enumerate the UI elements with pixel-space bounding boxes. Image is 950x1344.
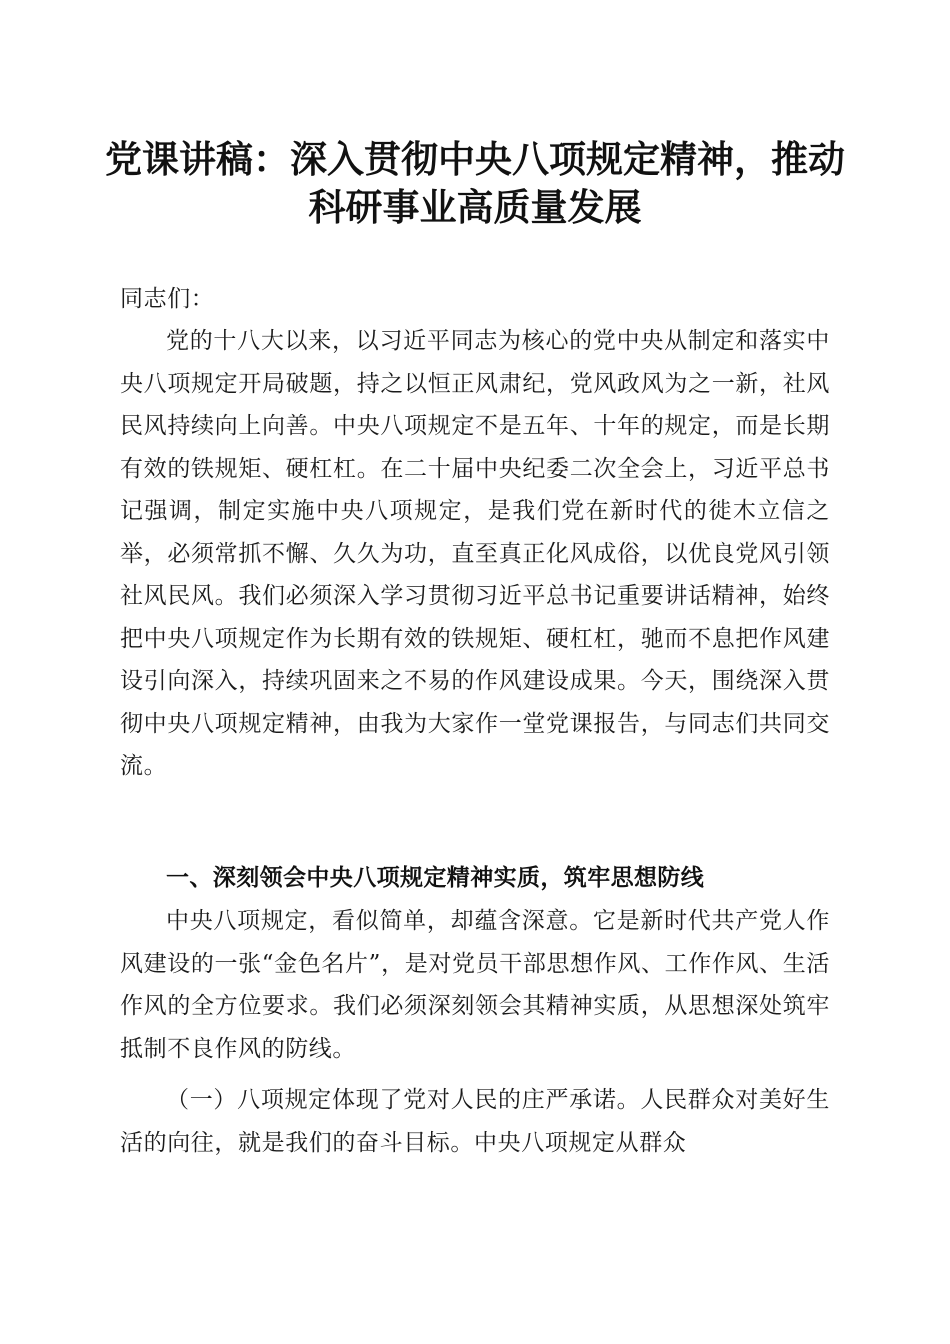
document-title-line-2: 科研事业高质量发展 bbox=[308, 185, 642, 229]
subsection-1-text: 人民群众对美好生活的向往，就是我们的奋斗目标。中央八项规定从群众 bbox=[120, 1087, 831, 1156]
salutation: 同志们： bbox=[120, 286, 215, 312]
section-1-paragraph: 中央八项规定，看似简单，却蕴含深意。它是新时代共产党人作风建设的一张“金色名片”，是对党员干部思想作风、工作作风、生活作风的全方位要求。我们必须深刻领会其精神实质，从思想深处筑牢抵制不良作风的防线。 bbox=[120, 908, 830, 1062]
subsection-1-paragraph bbox=[120, 1079, 830, 1164]
section-1-heading: 一、深刻领会中央八项规定精神实质，筑牢思想防线 bbox=[166, 865, 705, 891]
subsection-1-heading: （一）八项规定体现了党对人民的庄严承诺。 bbox=[166, 1087, 641, 1113]
document-title-line-1: 党课讲稿：深入贯彻中央八项规定精神，推动 bbox=[105, 137, 845, 181]
intro-paragraph: 党的十八大以来，以习近平同志为核心的党中央从制定和落实中央八项规定开局破题，持之以恒正风肃纪，党风政风为之一新，社风民风持续向上向善。中央八项规定不是五年、十年的规定，而是长期有效的铁规矩、硬杠杠。在二十届中央纪委二次全会上，习近平总书记强调，制定实施中央八项规定，是我们党在新时代的徙木立信之举，必须常抓不懈、久久为功，直至真正化风成俗，以优良党风引领社风民风。我们必须深入学习贯彻习近平总书记重要讲话精神，始终把中央八项规定作为长期有效的铁规矩、硬杠杠，驰而不息把作风建设引向深入，持续巩固来之不易的作风建设成果。今天，围绕深入贯彻中央八项规定精神，由我为大家作一堂党课报告，与同志们共同交流。 bbox=[120, 328, 830, 779]
